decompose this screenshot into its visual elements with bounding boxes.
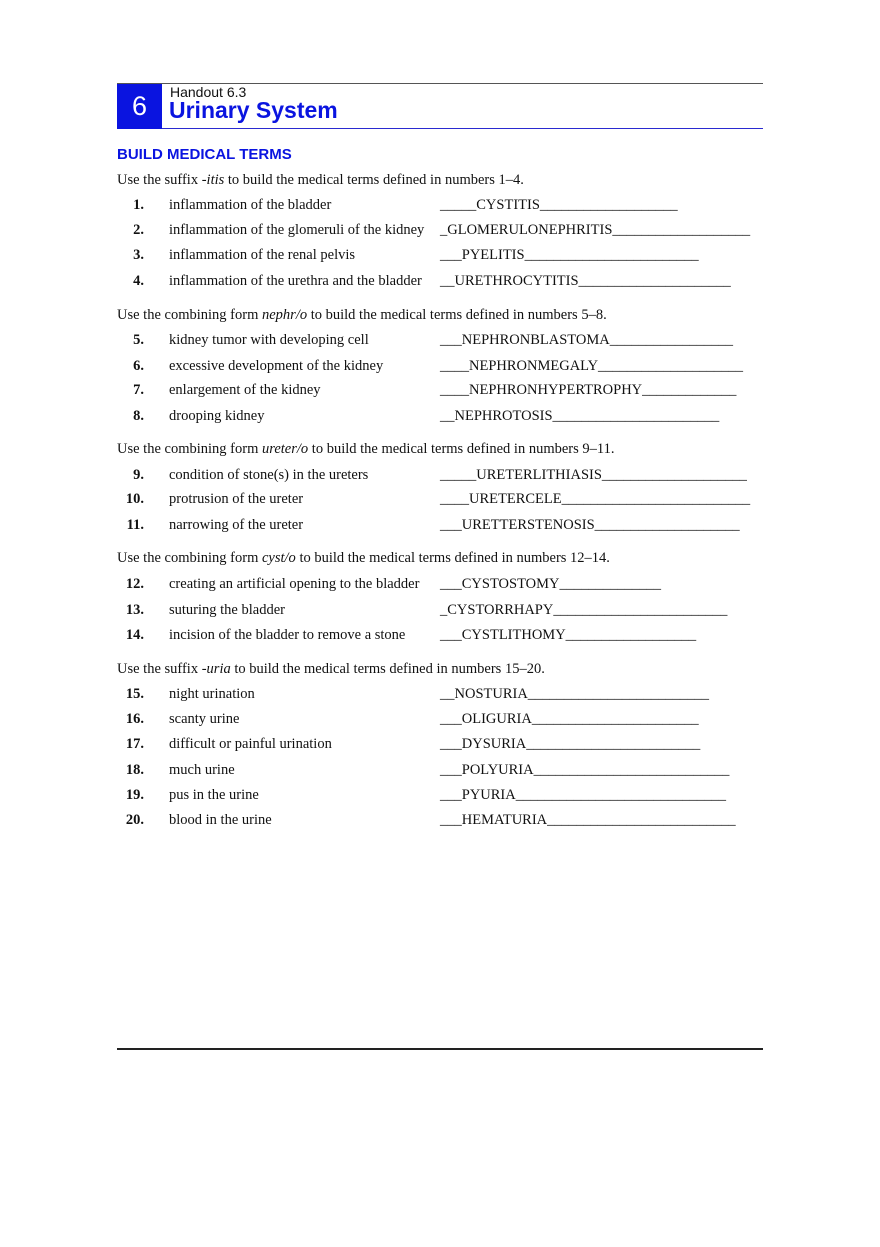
item-answer: _____URETERLITHIASIS____________________ (440, 467, 747, 483)
item-number: 1. (133, 197, 144, 213)
item-definition: narrowing of the ureter (169, 517, 304, 533)
item-number: 15. (125, 686, 144, 702)
instruction-suffix: to build the medical terms defined in numbers 1–4. (224, 172, 524, 188)
item-answer: ___CYSTLITHOMY__________________ (440, 627, 697, 643)
item-definition: blood in the urine (169, 812, 272, 828)
instruction-prefix: Use the combining form (117, 441, 262, 457)
item-number: 10. (125, 491, 144, 507)
page-title: Urinary System (169, 97, 338, 123)
term-row (0, 602, 880, 622)
item-number: 19. (125, 787, 144, 803)
footer-rule (117, 1048, 763, 1050)
term-row (0, 686, 880, 706)
instruction-prefix: Use the suffix (117, 661, 202, 677)
term-row (0, 382, 880, 402)
item-definition: creating an artificial opening to the bladder (169, 576, 420, 592)
term-row (0, 517, 880, 537)
term-row (0, 491, 880, 511)
group-instruction (117, 661, 545, 678)
item-answer: ___HEMATURIA__________________________ (440, 812, 736, 828)
item-number: 12. (125, 576, 144, 592)
term-row (0, 736, 880, 756)
item-definition: difficult or painful urination (169, 736, 332, 752)
group-instruction (117, 441, 614, 458)
group-instruction (117, 550, 610, 567)
item-definition: suturing the bladder (169, 602, 285, 618)
item-number: 17. (125, 736, 144, 752)
term-row (0, 812, 880, 832)
item-definition: excessive development of the kidney (169, 358, 384, 374)
item-answer: _CYSTORRHAPY________________________ (440, 602, 728, 618)
instruction-term: cyst/o (261, 550, 296, 566)
item-definition: inflammation of the glomeruli of the kidney (169, 222, 425, 238)
item-definition: inflammation of the renal pelvis (169, 247, 356, 263)
term-row (0, 627, 880, 647)
term-row (0, 711, 880, 731)
term-row (0, 467, 880, 487)
instruction-prefix: Use the combining form (117, 550, 262, 566)
item-answer: ___URETTERSTENOSIS____________________ (440, 517, 740, 533)
item-number: 11. (126, 517, 144, 533)
item-definition: protrusion of the ureter (169, 491, 304, 507)
term-row (0, 408, 880, 428)
header-bottom-rule (162, 128, 763, 129)
item-definition: inflammation of the bladder (169, 197, 332, 213)
item-number: 6. (133, 358, 144, 374)
item-definition: scanty urine (169, 711, 240, 727)
item-number: 16. (125, 711, 144, 727)
item-definition: enlargement of the kidney (169, 382, 321, 398)
group-instruction (117, 307, 607, 324)
item-definition: drooping kidney (169, 408, 265, 424)
item-answer: __NOSTURIA_________________________ (440, 686, 710, 702)
item-answer: ____URETERCELE__________________________ (440, 491, 751, 507)
item-answer: ___PYELITIS________________________ (440, 247, 699, 263)
item-number: 14. (125, 627, 144, 643)
group-instruction (117, 172, 524, 189)
instruction-term: -itis (201, 172, 225, 188)
item-definition: night urination (169, 686, 255, 702)
term-row (0, 197, 880, 217)
item-definition: kidney tumor with developing cell (169, 332, 369, 348)
term-row (0, 247, 880, 267)
section-heading: BUILD MEDICAL TERMS (117, 146, 292, 163)
item-answer: ___CYSTOSTOMY______________ (440, 576, 662, 592)
term-row (0, 332, 880, 352)
instruction-suffix: to build the medical terms defined in numbers 15–20. (230, 661, 545, 677)
item-answer: ___POLYURIA___________________________ (440, 762, 730, 778)
item-definition: incision of the bladder to remove a stone (169, 627, 406, 643)
term-row (0, 576, 880, 596)
item-definition: condition of stone(s) in the ureters (169, 467, 369, 483)
item-answer: ___NEPHRONBLASTOMA_________________ (440, 332, 733, 348)
item-number: 18. (125, 762, 144, 778)
item-answer: ____NEPHRONMEGALY____________________ (440, 358, 744, 374)
term-row (0, 358, 880, 378)
item-answer: __URETHROCYTITIS_____________________ (440, 273, 731, 289)
item-definition: pus in the urine (169, 787, 259, 803)
instruction-suffix: to build the medical terms defined in numbers 12–14. (295, 550, 610, 566)
instruction-term: ureter/o (261, 441, 309, 457)
item-answer: _GLOMERULONEPHRITIS___________________ (440, 222, 751, 238)
item-number: 3. (133, 247, 144, 263)
item-number: 13. (125, 602, 144, 618)
item-number: 9. (133, 467, 144, 483)
instruction-term: nephr/o (261, 307, 308, 323)
item-number: 8. (133, 408, 144, 424)
instruction-prefix: Use the suffix (117, 172, 202, 188)
item-answer: ___DYSURIA________________________ (440, 736, 701, 752)
term-row (0, 787, 880, 807)
item-number: 20. (125, 812, 144, 828)
instruction-prefix: Use the combining form (117, 307, 262, 323)
term-row (0, 273, 880, 293)
item-answer: ___PYURIA_____________________________ (440, 787, 726, 803)
item-number: 2. (133, 222, 144, 238)
term-row (0, 222, 880, 242)
item-number: 5. (133, 332, 144, 348)
item-definition: inflammation of the urethra and the bladder (169, 273, 422, 289)
item-answer: __NEPHROTOSIS_______________________ (440, 408, 720, 424)
chapter-number-badge: 6 (117, 84, 162, 129)
instruction-term: -uria (201, 661, 231, 677)
item-answer: ___OLIGURIA_______________________ (440, 711, 699, 727)
item-definition: much urine (169, 762, 235, 778)
item-number: 7. (133, 382, 144, 398)
instruction-suffix: to build the medical terms defined in numbers 9–11. (308, 441, 615, 457)
item-number: 4. (133, 273, 144, 289)
term-row (0, 762, 880, 782)
instruction-suffix: to build the medical terms defined in numbers 5–8. (307, 307, 607, 323)
item-answer: _____CYSTITIS___________________ (440, 197, 678, 213)
handout-label: Handout 6.3 (170, 84, 247, 100)
item-answer: ____NEPHRONHYPERTROPHY_____________ (440, 382, 737, 398)
